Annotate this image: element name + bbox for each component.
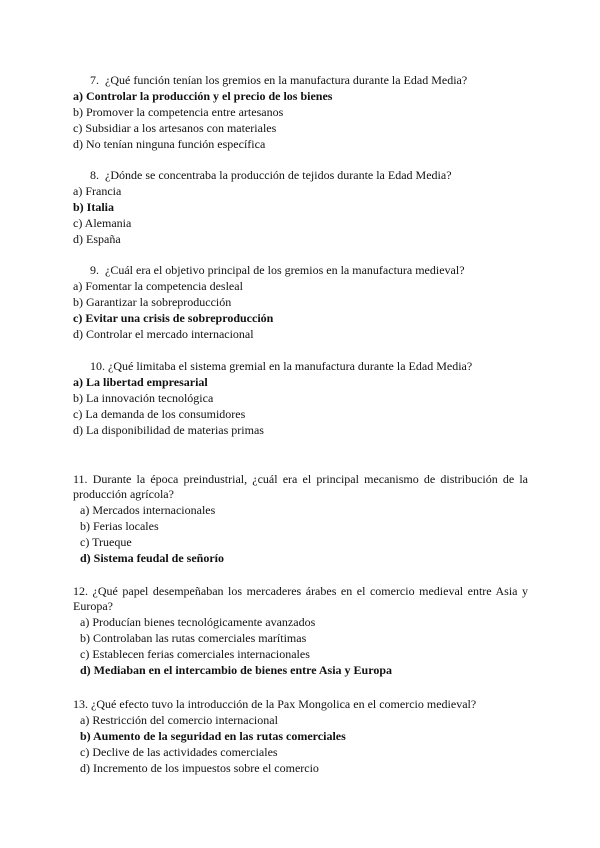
option-d-correct: d) Mediaban en el intercambio de bienes entre Asia y Europa — [80, 663, 393, 677]
question-number: 12. — [73, 584, 88, 598]
option-a-correct: a) Controlar la producción y el precio de los bienes — [73, 89, 333, 103]
question-13 — [73, 696, 528, 776]
option-a: a) Restricción del comercio internacional — [80, 713, 278, 727]
question-text: ¿Dónde se concentraba la producción de tejidos durante la Edad Media? — [105, 168, 452, 182]
question-title — [73, 358, 528, 374]
question-12 — [73, 584, 528, 678]
option-c: c) Subsidiar a los artesanos con materiales — [73, 121, 277, 135]
question-text: ¿Qué efecto tuvo la introducción de la Pax Mongolica en el comercio medieval? — [91, 697, 477, 711]
option-b: b) Promover la competencia entre artesanos — [73, 105, 284, 119]
option-a: a) Producían bienes tecnológicamente avanzados — [80, 615, 316, 629]
question-11 — [73, 472, 528, 566]
option-a: a) Fomentar la competencia desleal — [73, 279, 243, 293]
option-c: c) La demanda de los consumidores — [73, 407, 246, 421]
option-c-correct: c) Evitar una crisis de sobreproducción — [73, 311, 274, 325]
question-title — [73, 472, 528, 502]
option-b-correct: b) Aumento de la seguridad en las rutas comerciales — [80, 729, 346, 743]
option-a: a) Mercados internacionales — [80, 503, 216, 517]
option-c: c) Declive de las actividades comerciales — [80, 745, 278, 759]
question-9 — [73, 262, 528, 342]
question-number: 11. — [73, 472, 88, 486]
option-b: b) Garantizar la sobreproducción — [73, 295, 232, 309]
option-b: b) Controlaban las rutas comerciales marítimas — [80, 631, 307, 645]
question-number: 7. — [90, 73, 99, 87]
option-d: d) La disponibilidad de materias primas — [73, 423, 264, 437]
question-title — [73, 584, 528, 614]
option-b: b) La innovación tecnológica — [73, 391, 214, 405]
question-number: 10. — [90, 359, 105, 373]
option-c: c) Establecen ferias comerciales internacionales — [80, 647, 310, 661]
option-a-correct: a) La libertad empresarial — [73, 375, 208, 389]
question-number: 9. — [90, 263, 99, 277]
question-text: ¿Qué papel desempeñaban los mercaderes árabes en el comercio medieval entre Asia y Europa? — [73, 584, 529, 613]
question-text: ¿Qué función tenían los gremios en la manufactura durante la Edad Media? — [105, 73, 468, 87]
question-number: 13. — [73, 697, 88, 711]
option-a: a) Francia — [73, 184, 122, 198]
option-b-correct: b) Italia — [73, 200, 115, 214]
question-number: 8. — [90, 168, 99, 182]
option-d-correct: d) Sistema feudal de señorío — [80, 551, 224, 565]
question-text: Durante la época preindustrial, ¿cuál era el principal mecanismo de distribución de la producción agrícola? — [73, 472, 529, 501]
option-d: d) No tenían ninguna función específica — [73, 137, 266, 151]
question-title — [73, 72, 528, 88]
question-8 — [73, 167, 528, 247]
option-d: d) Controlar el mercado internacional — [73, 327, 254, 341]
question-text: ¿Qué limitaba el sistema gremial en la manufactura durante la Edad Media? — [108, 359, 473, 373]
question-10 — [73, 358, 528, 438]
question-7 — [73, 72, 528, 152]
question-title — [73, 262, 528, 278]
option-d: d) España — [73, 232, 121, 246]
question-title — [73, 696, 528, 712]
option-d: d) Incremento de los impuestos sobre el comercio — [80, 761, 319, 775]
option-c: c) Alemania — [73, 216, 132, 230]
question-text: ¿Cuál era el objetivo principal de los gremios en la manufactura medieval? — [105, 263, 465, 277]
option-c: c) Trueque — [80, 535, 132, 549]
question-title — [73, 167, 528, 183]
option-b: b) Ferias locales — [80, 519, 159, 533]
